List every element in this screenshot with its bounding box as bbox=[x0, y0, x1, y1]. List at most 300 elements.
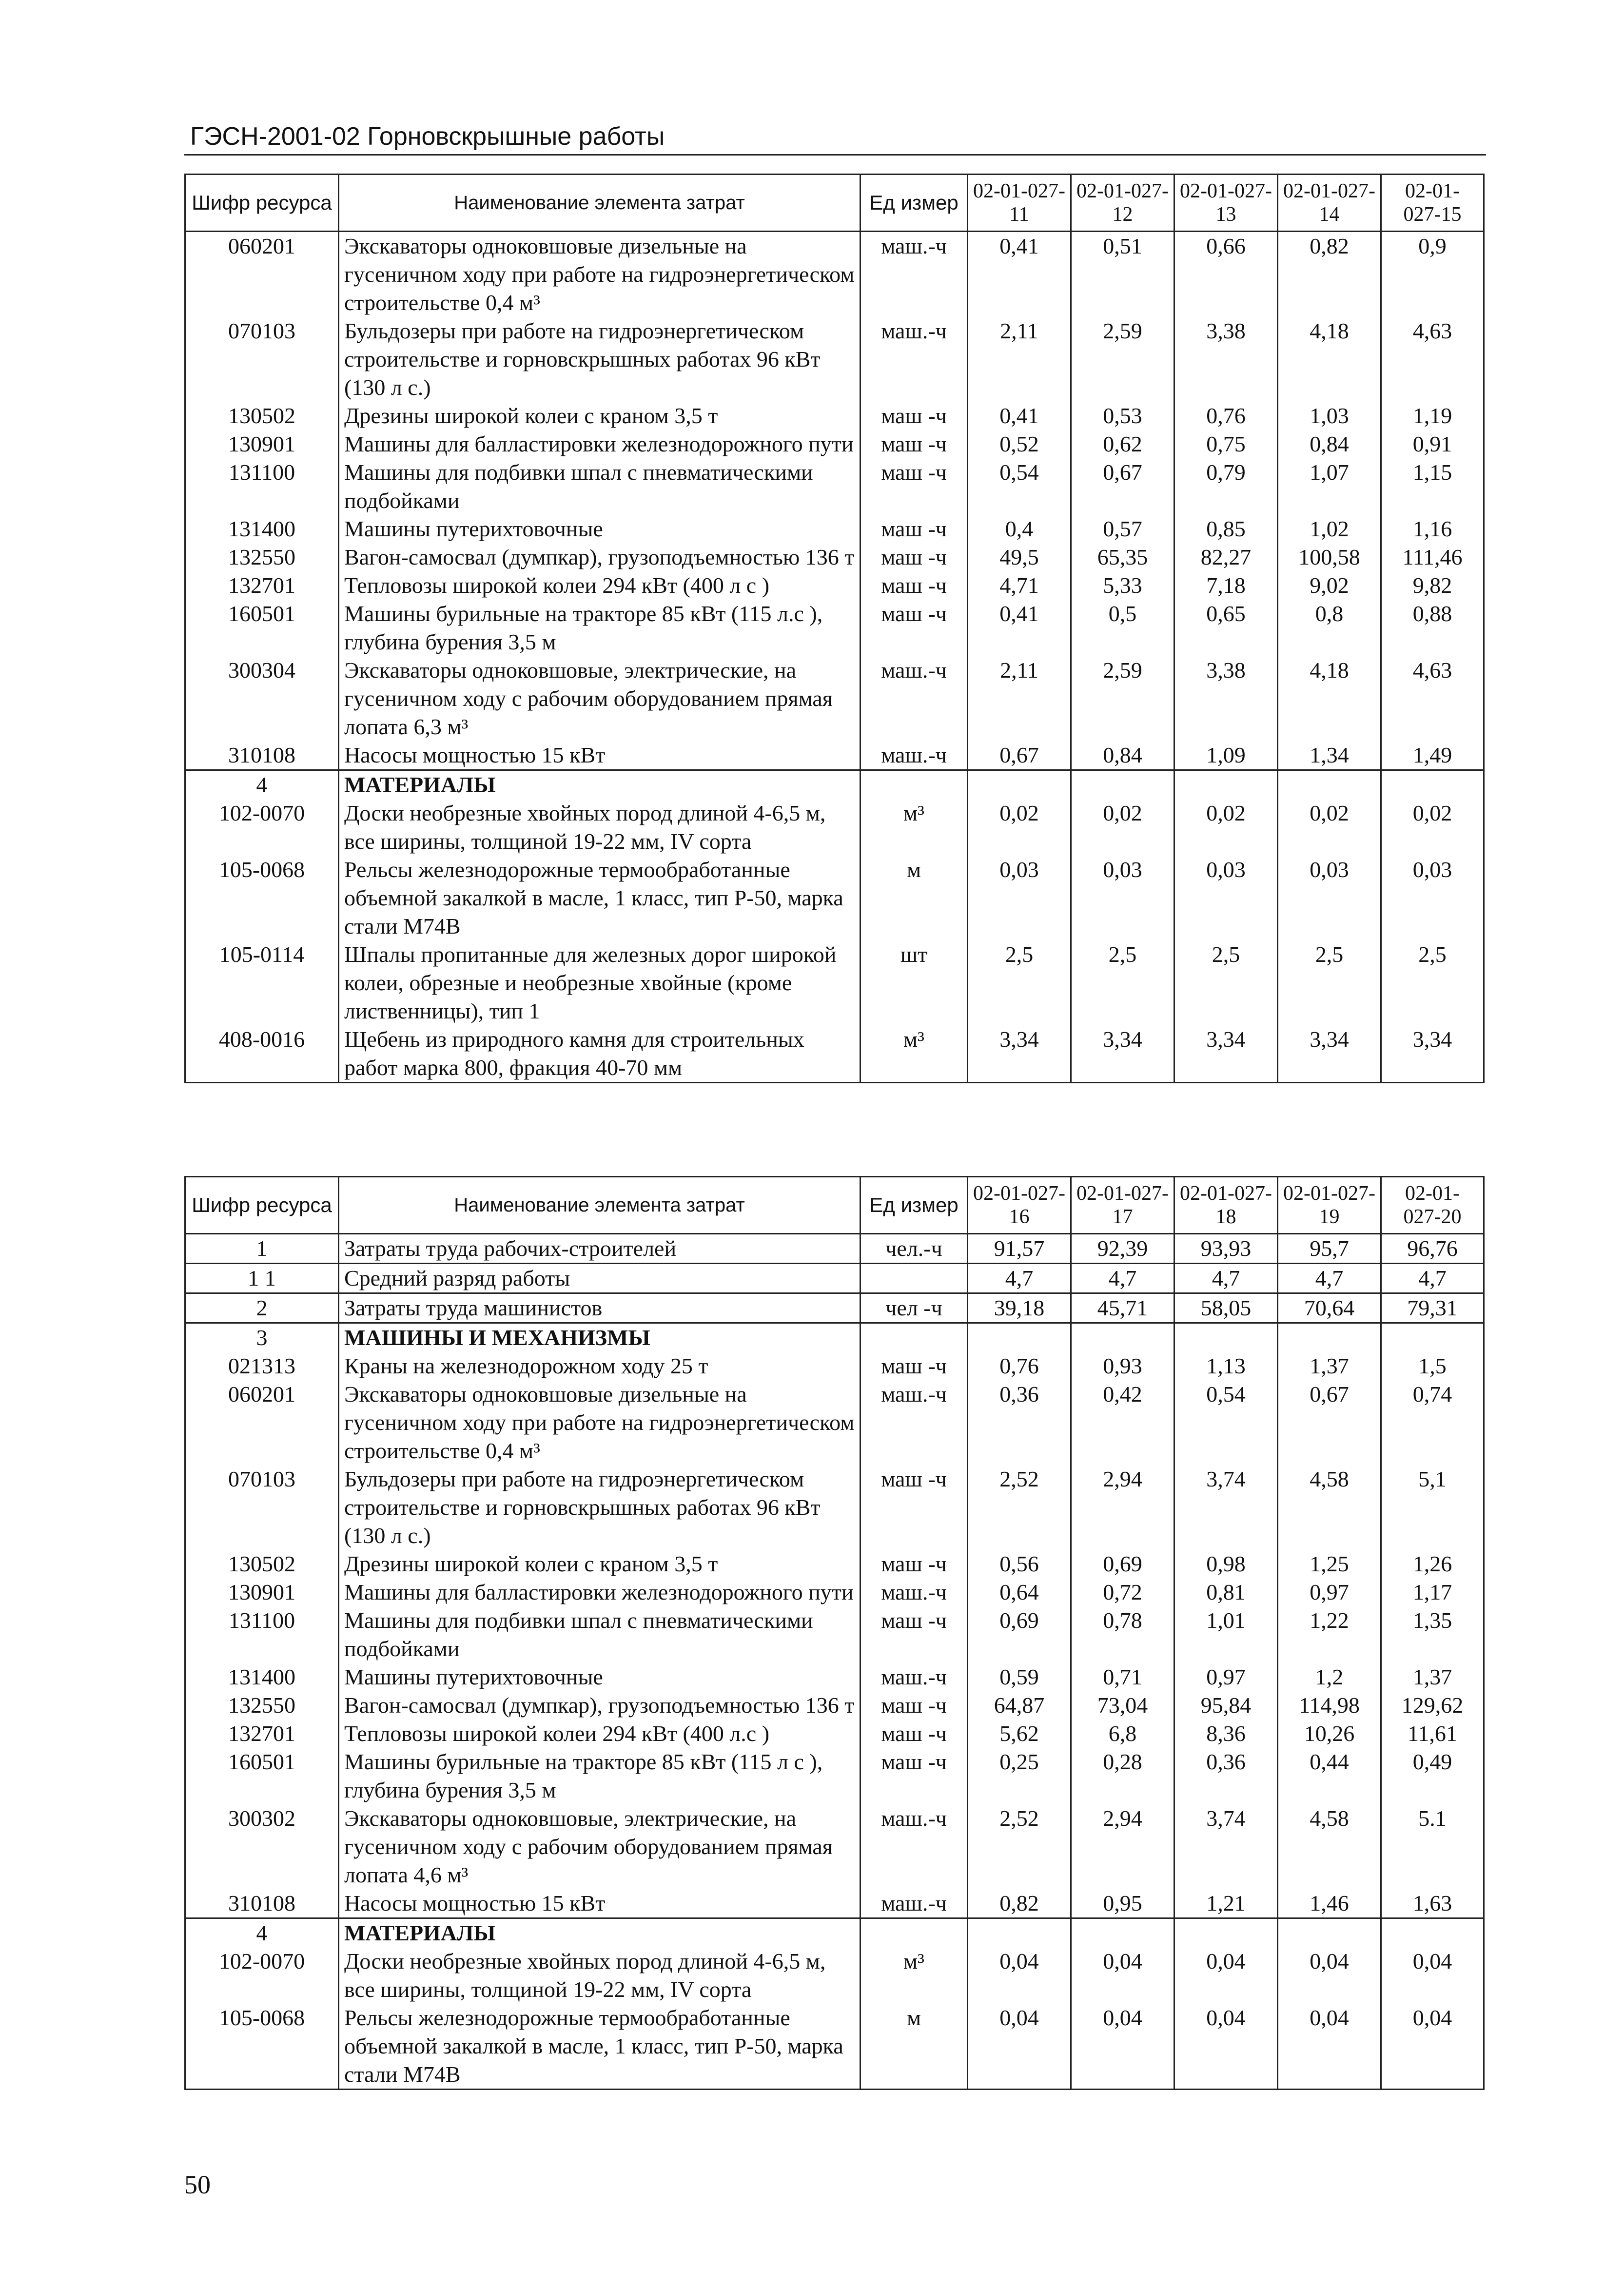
resource-code: 132701 bbox=[185, 1720, 339, 1748]
value-cell: 129,62 bbox=[1381, 1691, 1484, 1720]
value-cell: 0,49 bbox=[1381, 1748, 1484, 1804]
value-cell: 1,34 bbox=[1278, 741, 1381, 770]
col-header-norm: 02-01-027-15 bbox=[1381, 175, 1484, 232]
value-cell: 0,53 bbox=[1071, 402, 1174, 430]
value-cell: 2,5 bbox=[1071, 940, 1174, 1025]
page-number: 50 bbox=[184, 2170, 211, 2199]
value-cell: 0,66 bbox=[1174, 232, 1278, 317]
unit-cell: маш -ч bbox=[861, 543, 968, 571]
value-cell: 0,4 bbox=[968, 515, 1071, 543]
resource-name: Доски необрезные хвойных пород длиной 4-6,5 м, все ширины, толщиной 19-22 мм, IV сорта bbox=[339, 799, 861, 856]
value-cell: 0,78 bbox=[1071, 1606, 1174, 1663]
value-cell: 0,67 bbox=[1071, 458, 1174, 515]
value-cell: 0,04 bbox=[1278, 2004, 1381, 2090]
table-row bbox=[185, 430, 1484, 458]
resource-name: Бульдозеры при работе на гидроэнергетическом строительстве и горновскрышных работах 96 кВт (130 л с.) bbox=[339, 1465, 861, 1550]
value-cell: 0,02 bbox=[1174, 799, 1278, 856]
resource-name: Насосы мощностью 15 кВт bbox=[339, 1889, 861, 1918]
resource-name: Шпалы пропитанные для железных дорог широкой колеи, обрезные и необрезные хвойные (кроме лиственницы), тип 1 bbox=[339, 940, 861, 1025]
value-cell: 0,79 bbox=[1174, 458, 1278, 515]
resource-name: Затраты труда рабочих-строителей bbox=[339, 1234, 861, 1264]
resource-name: Тепловозы широкой колеи 294 кВт (400 л.с ) bbox=[339, 1720, 861, 1748]
value-cell: 1,15 bbox=[1381, 458, 1484, 515]
value-cell: 95,84 bbox=[1174, 1691, 1278, 1720]
value-cell: 2,52 bbox=[968, 1465, 1071, 1550]
value-cell: 3,34 bbox=[1381, 1025, 1484, 1083]
unit-cell: маш -ч bbox=[861, 430, 968, 458]
col-header-norm: 02-01-027-11 bbox=[968, 175, 1071, 232]
resource-name: Насосы мощностью 15 кВт bbox=[339, 741, 861, 770]
value-cell: 0,56 bbox=[968, 1550, 1071, 1578]
col-header-code: Шифр ресурса bbox=[185, 175, 339, 232]
table-row bbox=[185, 656, 1484, 741]
value-cell: 45,71 bbox=[1071, 1293, 1174, 1323]
value-cell: 9,82 bbox=[1381, 571, 1484, 600]
value-cell bbox=[1381, 1918, 1484, 1948]
resource-code: 300304 bbox=[185, 656, 339, 741]
unit-cell: маш -ч bbox=[861, 1720, 968, 1748]
unit-cell: маш.-ч bbox=[861, 317, 968, 402]
resource-code: 070103 bbox=[185, 317, 339, 402]
value-cell: 3,74 bbox=[1174, 1804, 1278, 1889]
col-header-norm: 02-01-027-18 bbox=[1174, 1177, 1278, 1234]
value-cell: 65,35 bbox=[1071, 543, 1174, 571]
resource-name: МАШИНЫ И МЕХАНИЗМЫ bbox=[339, 1323, 861, 1352]
value-cell: 0,76 bbox=[1174, 402, 1278, 430]
value-cell: 0,97 bbox=[1174, 1663, 1278, 1691]
unit-cell: маш.-ч bbox=[861, 232, 968, 317]
value-cell: 0,69 bbox=[968, 1606, 1071, 1663]
value-cell: 6,8 bbox=[1071, 1720, 1174, 1748]
unit-cell: м³ bbox=[861, 1947, 968, 2004]
value-cell: 0,57 bbox=[1071, 515, 1174, 543]
value-cell: 1,09 bbox=[1174, 741, 1278, 770]
table-row bbox=[185, 1691, 1484, 1720]
unit-cell bbox=[861, 770, 968, 800]
col-header-code: Шифр ресурса bbox=[185, 1177, 339, 1234]
resource-code: 131400 bbox=[185, 1663, 339, 1691]
value-cell: 1,49 bbox=[1381, 741, 1484, 770]
value-cell: 0,64 bbox=[968, 1578, 1071, 1606]
resource-name: Машины для подбивки шпал с пневматическими подбойками bbox=[339, 1606, 861, 1663]
value-cell: 0,85 bbox=[1174, 515, 1278, 543]
resource-code: 310108 bbox=[185, 1889, 339, 1918]
value-cell bbox=[1174, 1323, 1278, 1352]
unit-cell: шт bbox=[861, 940, 968, 1025]
resource-code: 105-0068 bbox=[185, 2004, 339, 2090]
resource-code: 132550 bbox=[185, 543, 339, 571]
resource-name: Экскаваторы одноковшовые, электрические, на гусеничном ходу с рабочим оборудованием прямая лопата 4,6 м³ bbox=[339, 1804, 861, 1889]
value-cell: 1,19 bbox=[1381, 402, 1484, 430]
table-row bbox=[185, 940, 1484, 1025]
table-row bbox=[185, 571, 1484, 600]
value-cell: 0,28 bbox=[1071, 1748, 1174, 1804]
resource-name: Машины путерихтовочные bbox=[339, 1663, 861, 1691]
table-row bbox=[185, 600, 1484, 656]
resource-name: Машины бурильные на тракторе 85 кВт (115 л с ), глубина бурения 3,5 м bbox=[339, 1748, 861, 1804]
value-cell: 0,04 bbox=[1381, 2004, 1484, 2090]
resource-code: 132550 bbox=[185, 1691, 339, 1720]
resource-name: Рельсы железнодорожные термообработанные объемной закалкой в масле, 1 класс, тип Р-50, марка стали М74В bbox=[339, 856, 861, 940]
unit-cell: маш.-ч bbox=[861, 1663, 968, 1691]
value-cell: 5,1 bbox=[1381, 1465, 1484, 1550]
col-header-name: Наименование элемента затрат bbox=[339, 175, 861, 232]
value-cell: 0,98 bbox=[1174, 1550, 1278, 1578]
resource-name: Средний разряд работы bbox=[339, 1264, 861, 1293]
value-cell: 1,37 bbox=[1381, 1663, 1484, 1691]
value-cell: 4,18 bbox=[1278, 317, 1381, 402]
table-row bbox=[185, 1720, 1484, 1748]
resource-code: 4 bbox=[185, 770, 339, 800]
value-cell: 3,34 bbox=[968, 1025, 1071, 1083]
unit-cell: маш.-ч bbox=[861, 741, 968, 770]
value-cell: 1,13 bbox=[1174, 1352, 1278, 1380]
value-cell: 4,58 bbox=[1278, 1804, 1381, 1889]
resource-code: 130901 bbox=[185, 1578, 339, 1606]
value-cell: 1,01 bbox=[1174, 1606, 1278, 1663]
unit-cell: маш -ч bbox=[861, 1748, 968, 1804]
table-row bbox=[185, 1748, 1484, 1804]
value-cell bbox=[1174, 770, 1278, 800]
value-cell: 114,98 bbox=[1278, 1691, 1381, 1720]
value-cell bbox=[1071, 1918, 1174, 1948]
value-cell: 5,33 bbox=[1071, 571, 1174, 600]
value-cell: 0,91 bbox=[1381, 430, 1484, 458]
value-cell: 0,72 bbox=[1071, 1578, 1174, 1606]
value-cell: 0,03 bbox=[1174, 856, 1278, 940]
value-cell: 49,5 bbox=[968, 543, 1071, 571]
value-cell: 0,95 bbox=[1071, 1889, 1174, 1918]
section-row bbox=[185, 1323, 1484, 1352]
col-header-name: Наименование элемента затрат bbox=[339, 1177, 861, 1234]
value-cell: 3,38 bbox=[1174, 317, 1278, 402]
table-row bbox=[185, 1663, 1484, 1691]
value-cell: 3,34 bbox=[1278, 1025, 1381, 1083]
value-cell: 0,5 bbox=[1071, 600, 1174, 656]
unit-cell bbox=[861, 1264, 968, 1293]
value-cell: 7,18 bbox=[1174, 571, 1278, 600]
resource-code: 105-0114 bbox=[185, 940, 339, 1025]
value-cell: 0,03 bbox=[1278, 856, 1381, 940]
unit-cell: м bbox=[861, 856, 968, 940]
table-header-row bbox=[185, 175, 1484, 232]
resource-name: МАТЕРИАЛЫ bbox=[339, 1918, 861, 1948]
value-cell: 4,71 bbox=[968, 571, 1071, 600]
resource-name: Щебень из природного камня для строительных работ марка 800, фракция 40-70 мм bbox=[339, 1025, 861, 1083]
value-cell: 70,64 bbox=[1278, 1293, 1381, 1323]
value-cell: 2,59 bbox=[1071, 317, 1174, 402]
value-cell: 1,03 bbox=[1278, 402, 1381, 430]
value-cell: 95,7 bbox=[1278, 1234, 1381, 1264]
value-cell bbox=[1071, 770, 1174, 800]
value-cell: 39,18 bbox=[968, 1293, 1071, 1323]
value-cell: 2,59 bbox=[1071, 656, 1174, 741]
document-title: ГЭСН-2001-02 Горновскрышные работы bbox=[190, 122, 665, 151]
section-row bbox=[185, 770, 1484, 800]
table-header-row bbox=[185, 1177, 1484, 1234]
value-cell: 0,02 bbox=[968, 799, 1071, 856]
unit-cell: м³ bbox=[861, 1025, 968, 1083]
value-cell: 1,25 bbox=[1278, 1550, 1381, 1578]
resource-name: Машины путерихтовочные bbox=[339, 515, 861, 543]
value-cell: 4,7 bbox=[1071, 1264, 1174, 1293]
resource-name: Дрезины широкой колеи с краном 3,5 т bbox=[339, 1550, 861, 1578]
value-cell bbox=[1071, 1323, 1174, 1352]
resource-code: 102-0070 bbox=[185, 799, 339, 856]
value-cell: 0,82 bbox=[1278, 232, 1381, 317]
value-cell: 1,2 bbox=[1278, 1663, 1381, 1691]
resource-code: 1 1 bbox=[185, 1264, 339, 1293]
value-cell: 0,03 bbox=[1071, 856, 1174, 940]
value-cell: 1,21 bbox=[1174, 1889, 1278, 1918]
table-row bbox=[185, 1947, 1484, 2004]
value-cell: 3,34 bbox=[1174, 1025, 1278, 1083]
unit-cell: м bbox=[861, 2004, 968, 2090]
table-row bbox=[185, 1380, 1484, 1465]
value-cell: 0,59 bbox=[968, 1663, 1071, 1691]
value-cell: 1,26 bbox=[1381, 1550, 1484, 1578]
resource-code: 130502 bbox=[185, 402, 339, 430]
unit-cell: м³ bbox=[861, 799, 968, 856]
value-cell: 2,5 bbox=[1174, 940, 1278, 1025]
col-header-norm: 02-01-027-14 bbox=[1278, 175, 1381, 232]
value-cell: 10,26 bbox=[1278, 1720, 1381, 1748]
table-body bbox=[185, 232, 1484, 1083]
value-cell: 2,52 bbox=[968, 1804, 1071, 1889]
value-cell: 4,58 bbox=[1278, 1465, 1381, 1550]
resource-code: 132701 bbox=[185, 571, 339, 600]
value-cell: 0,04 bbox=[1381, 1947, 1484, 2004]
value-cell: 100,58 bbox=[1278, 543, 1381, 571]
value-cell: 2,11 bbox=[968, 656, 1071, 741]
cost-table-2 bbox=[184, 1176, 1485, 2090]
resource-name: Машины для балластировки железнодорожного пути bbox=[339, 1578, 861, 1606]
table-row bbox=[185, 1264, 1484, 1293]
unit-cell: маш.-ч bbox=[861, 1889, 968, 1918]
value-cell: 4,7 bbox=[1174, 1264, 1278, 1293]
value-cell: 96,76 bbox=[1381, 1234, 1484, 1264]
resource-code: 300302 bbox=[185, 1804, 339, 1889]
value-cell: 58,05 bbox=[1174, 1293, 1278, 1323]
resource-code: 131100 bbox=[185, 1606, 339, 1663]
table-row bbox=[185, 2004, 1484, 2090]
value-cell bbox=[1278, 770, 1381, 800]
value-cell: 0,88 bbox=[1381, 600, 1484, 656]
table-row bbox=[185, 1025, 1484, 1083]
value-cell bbox=[968, 1918, 1071, 1948]
value-cell: 0,02 bbox=[1071, 799, 1174, 856]
table-row bbox=[185, 1578, 1484, 1606]
value-cell: 1,37 bbox=[1278, 1352, 1381, 1380]
value-cell: 0,65 bbox=[1174, 600, 1278, 656]
value-cell: 1,63 bbox=[1381, 1889, 1484, 1918]
page-header bbox=[184, 111, 1486, 156]
unit-cell: маш -ч bbox=[861, 600, 968, 656]
value-cell: 0,04 bbox=[1174, 1947, 1278, 2004]
resource-code: 131400 bbox=[185, 515, 339, 543]
value-cell: 0,02 bbox=[1278, 799, 1381, 856]
table-row bbox=[185, 741, 1484, 770]
resource-name: Бульдозеры при работе на гидроэнергетическом строительстве и горновскрышных работах 96 кВт (130 л с.) bbox=[339, 317, 861, 402]
resource-code: 130502 bbox=[185, 1550, 339, 1578]
value-cell: 0,54 bbox=[1174, 1380, 1278, 1465]
resource-name: Тепловозы широкой колеи 294 кВт (400 л с ) bbox=[339, 571, 861, 600]
value-cell: 64,87 bbox=[968, 1691, 1071, 1720]
resource-code: 070103 bbox=[185, 1465, 339, 1550]
value-cell: 79,31 bbox=[1381, 1293, 1484, 1323]
resource-code: 408-0016 bbox=[185, 1025, 339, 1083]
value-cell: 73,04 bbox=[1071, 1691, 1174, 1720]
value-cell: 1,46 bbox=[1278, 1889, 1381, 1918]
resource-code: 160501 bbox=[185, 600, 339, 656]
value-cell: 0,41 bbox=[968, 232, 1071, 317]
value-cell: 0,97 bbox=[1278, 1578, 1381, 1606]
table-row bbox=[185, 1550, 1484, 1578]
value-cell bbox=[1278, 1918, 1381, 1948]
resource-name: Машины для подбивки шпал с пневматическими подбойками bbox=[339, 458, 861, 515]
value-cell: 0,03 bbox=[1381, 856, 1484, 940]
value-cell: 0,84 bbox=[1071, 741, 1174, 770]
table-row bbox=[185, 543, 1484, 571]
value-cell: 0,44 bbox=[1278, 1748, 1381, 1804]
unit-cell: маш -ч bbox=[861, 1465, 968, 1550]
col-header-norm: 02-01-027-17 bbox=[1071, 1177, 1174, 1234]
unit-cell: маш -ч bbox=[861, 571, 968, 600]
table-row bbox=[185, 1606, 1484, 1663]
value-cell: 0,42 bbox=[1071, 1380, 1174, 1465]
value-cell: 0,8 bbox=[1278, 600, 1381, 656]
value-cell: 0,67 bbox=[1278, 1380, 1381, 1465]
value-cell: 4,7 bbox=[968, 1264, 1071, 1293]
value-cell: 2,5 bbox=[1381, 940, 1484, 1025]
value-cell: 0,76 bbox=[968, 1352, 1071, 1380]
value-cell: 3,38 bbox=[1174, 656, 1278, 741]
value-cell: 8,36 bbox=[1174, 1720, 1278, 1748]
value-cell: 2,11 bbox=[968, 317, 1071, 402]
resource-name: МАТЕРИАЛЫ bbox=[339, 770, 861, 800]
table-row bbox=[185, 856, 1484, 940]
resource-code: 310108 bbox=[185, 741, 339, 770]
section-row bbox=[185, 1918, 1484, 1948]
col-header-norm: 02-01-027-13 bbox=[1174, 175, 1278, 232]
value-cell: 3,74 bbox=[1174, 1465, 1278, 1550]
value-cell: 4,63 bbox=[1381, 317, 1484, 402]
cost-table-1 bbox=[184, 174, 1485, 1083]
col-header-unit: Ед измер bbox=[861, 1177, 968, 1234]
resource-code: 160501 bbox=[185, 1748, 339, 1804]
resource-code: 130901 bbox=[185, 430, 339, 458]
value-cell: 0,25 bbox=[968, 1748, 1071, 1804]
resource-code: 1 bbox=[185, 1234, 339, 1264]
resource-name: Машины бурильные на тракторе 85 кВт (115 л.с ), глубина бурения 3,5 м bbox=[339, 600, 861, 656]
table-row bbox=[185, 317, 1484, 402]
value-cell: 0,82 bbox=[968, 1889, 1071, 1918]
unit-cell: маш -ч bbox=[861, 402, 968, 430]
table-row bbox=[185, 515, 1484, 543]
value-cell: 1,16 bbox=[1381, 515, 1484, 543]
value-cell: 1,07 bbox=[1278, 458, 1381, 515]
resource-code: 021313 bbox=[185, 1352, 339, 1380]
table-row bbox=[185, 1889, 1484, 1918]
value-cell: 111,46 bbox=[1381, 543, 1484, 571]
col-header-norm: 02-01-027-20 bbox=[1381, 1177, 1484, 1234]
unit-cell: маш -ч bbox=[861, 1691, 968, 1720]
resource-name: Экскаваторы одноковшовые дизельные на гусеничном ходу при работе на гидроэнергетическом строительстве 0,4 м³ bbox=[339, 1380, 861, 1465]
unit-cell: чел -ч bbox=[861, 1293, 968, 1323]
table-row bbox=[185, 1465, 1484, 1550]
value-cell: 0,62 bbox=[1071, 430, 1174, 458]
value-cell: 0,36 bbox=[968, 1380, 1071, 1465]
unit-cell bbox=[861, 1918, 968, 1948]
table-row bbox=[185, 1804, 1484, 1889]
value-cell: 0,41 bbox=[968, 402, 1071, 430]
resource-code: 4 bbox=[185, 1918, 339, 1948]
resource-code: 102-0070 bbox=[185, 1947, 339, 2004]
table-body bbox=[185, 1234, 1484, 2090]
value-cell: 0,04 bbox=[968, 2004, 1071, 2090]
value-cell: 0,93 bbox=[1071, 1352, 1174, 1380]
value-cell: 1,35 bbox=[1381, 1606, 1484, 1663]
unit-cell: маш -ч bbox=[861, 515, 968, 543]
col-header-unit: Ед измер bbox=[861, 175, 968, 232]
value-cell: 0,51 bbox=[1071, 232, 1174, 317]
value-cell: 1,02 bbox=[1278, 515, 1381, 543]
value-cell: 0,74 bbox=[1381, 1380, 1484, 1465]
unit-cell bbox=[861, 1323, 968, 1352]
value-cell bbox=[1381, 770, 1484, 800]
unit-cell: чел.-ч bbox=[861, 1234, 968, 1264]
value-cell: 4,7 bbox=[1381, 1264, 1484, 1293]
unit-cell: маш.-ч bbox=[861, 1380, 968, 1465]
value-cell: 0,04 bbox=[1174, 2004, 1278, 2090]
unit-cell: маш -ч bbox=[861, 1550, 968, 1578]
value-cell: 0,69 bbox=[1071, 1550, 1174, 1578]
resource-name: Вагон-самосвал (думпкар), грузоподъемностью 136 т bbox=[339, 543, 861, 571]
value-cell: 91,57 bbox=[968, 1234, 1071, 1264]
col-header-norm: 02-01-027-12 bbox=[1071, 175, 1174, 232]
value-cell: 9,02 bbox=[1278, 571, 1381, 600]
value-cell: 1,5 bbox=[1381, 1352, 1484, 1380]
table-row bbox=[185, 1234, 1484, 1264]
value-cell: 0,03 bbox=[968, 856, 1071, 940]
value-cell: 92,39 bbox=[1071, 1234, 1174, 1264]
resource-code: 060201 bbox=[185, 1380, 339, 1465]
value-cell: 5,62 bbox=[968, 1720, 1071, 1748]
table-row bbox=[185, 1293, 1484, 1323]
value-cell: 2,5 bbox=[968, 940, 1071, 1025]
value-cell: 5.1 bbox=[1381, 1804, 1484, 1889]
value-cell: 2,94 bbox=[1071, 1804, 1174, 1889]
value-cell bbox=[1278, 1323, 1381, 1352]
value-cell bbox=[968, 770, 1071, 800]
value-cell bbox=[1174, 1918, 1278, 1948]
resource-name: Вагон-самосвал (думпкар), грузоподъемностью 136 т bbox=[339, 1691, 861, 1720]
value-cell: 0,41 bbox=[968, 600, 1071, 656]
resource-code: 3 bbox=[185, 1323, 339, 1352]
resource-code: 131100 bbox=[185, 458, 339, 515]
resource-name: Экскаваторы одноковшовые, электрические, на гусеничном ходу с рабочим оборудованием прямая лопата 6,3 м³ bbox=[339, 656, 861, 741]
unit-cell: маш.-ч bbox=[861, 656, 968, 741]
value-cell: 0,75 bbox=[1174, 430, 1278, 458]
resource-name: Рельсы железнодорожные термообработанные объемной закалкой в масле, 1 класс, тип Р-50, марка стали М74В bbox=[339, 2004, 861, 2090]
resource-name: Машины для балластировки железнодорожного пути bbox=[339, 430, 861, 458]
table-row bbox=[185, 799, 1484, 856]
resource-name: Экскаваторы одноковшовые дизельные на гусеничном ходу при работе на гидроэнергетическом строительстве 0,4 м³ bbox=[339, 232, 861, 317]
value-cell: 0,02 bbox=[1381, 799, 1484, 856]
unit-cell: маш -ч bbox=[861, 458, 968, 515]
value-cell: 0,84 bbox=[1278, 430, 1381, 458]
value-cell: 0,04 bbox=[1071, 1947, 1174, 2004]
